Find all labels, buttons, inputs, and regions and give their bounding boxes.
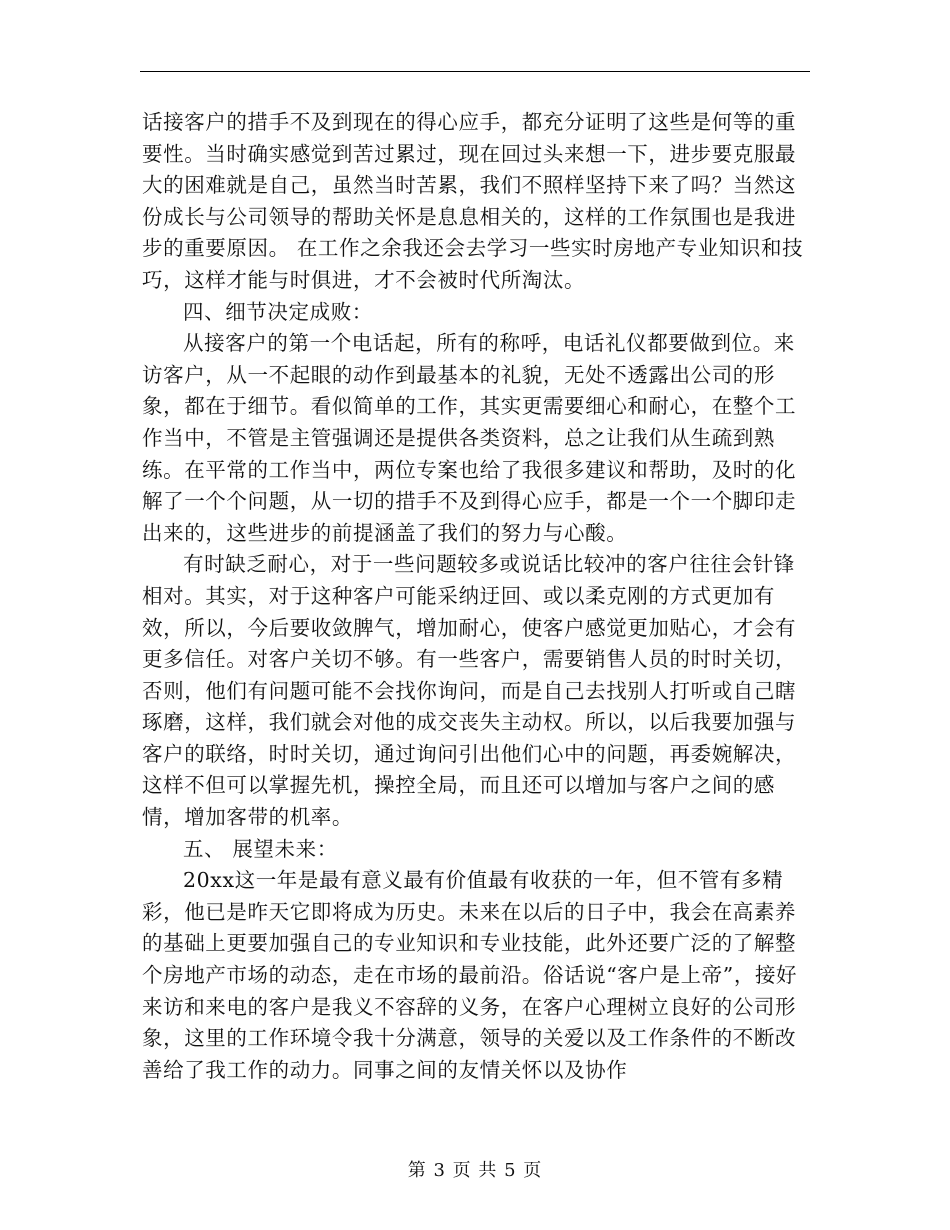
section-heading: 五、 展望未来： <box>183 836 338 861</box>
paragraph: 有时缺乏耐心，对于一些问题较多或说话比较冲的客户往往会针锋相对。其实，对于这种客户可能采纳迂回、或以柔克刚的方式更加有效，所以，今后要收敛脾气，增加耐心，使客户感觉更加贴心，才会有更多信任。对客户关切不够。有一些客户，需要销售人员的时时关切，否则，他们有问题可能不会找你询问，而是自己去找别人打听或自己瞎琢磨，这样，我们就会对他的成交丧失主动权。所以，以后我要加强与客户的联络，时时关切，通过询问引出他们心中的问题，再委婉解决，这样不但可以掌握先机，操控全局，而且还可以增加与客户之间的感情，增加客带的机率。 <box>142 552 797 830</box>
document-body <box>142 107 810 1086</box>
paragraph: 20xx这一年是最有意义最有价值最有收获的一年，但不管有多精彩，他已是昨天它即将成为历史。未来在以后的日子中，我会在高素养的基础上更要加强自己的专业知识和专业技能，此外还要广泛的了解整个房地产市场的动态，走在市场的最前沿。俗话说“客户是上帝”，接好来访和来电的客户是我义不容辞的义务，在客户心理树立良好的公司形象，这里的工作环境令我十分满意，领导的关爱以及工作条件的不断改善给了我工作的动力。同事之间的友情关怀以及协作 <box>142 868 798 1082</box>
paragraph: 话接客户的措手不及到现在的得心应手，都充分证明了这些是何等的重要性。当时确实感觉到苦过累过，现在回过头来想一下，进步要克服最大的困难就是自己，虽然当时苦累，我们不照样坚持下来了吗？当然这份成长与公司领导的帮助关怀是息息相关的，这样的工作氛围也是我进步的重要原因。 在工作之余我还会去学习一些实时房地产专业知识和技巧，这样才能与时俱进，才不会被时代所淘汰。 <box>142 110 804 292</box>
header-rule <box>140 71 810 72</box>
page-number: 第 3 页 共 5 页 <box>407 1160 543 1181</box>
section-heading: 四、细节决定成败： <box>183 299 373 324</box>
paragraph: 从接客户的第一个电话起，所有的称呼，电话礼仪都要做到位。来访客户，从一不起眼的动作到最基本的礼貌，无处不透露出公司的形象，都在于细节。看似简单的工作，其实更需要细心和耐心，在整个工作当中，不管是主管强调还是提供各类资料，总之让我们从生疏到熟练。在平常的工作当中，两位专案也给了我很多建议和帮助，及时的化解了一个个问题，从一切的措手不及到得心应手，都是一个一个脚印走出来的，这些进步的前提涵盖了我们的努力与心酸。 <box>142 331 797 545</box>
